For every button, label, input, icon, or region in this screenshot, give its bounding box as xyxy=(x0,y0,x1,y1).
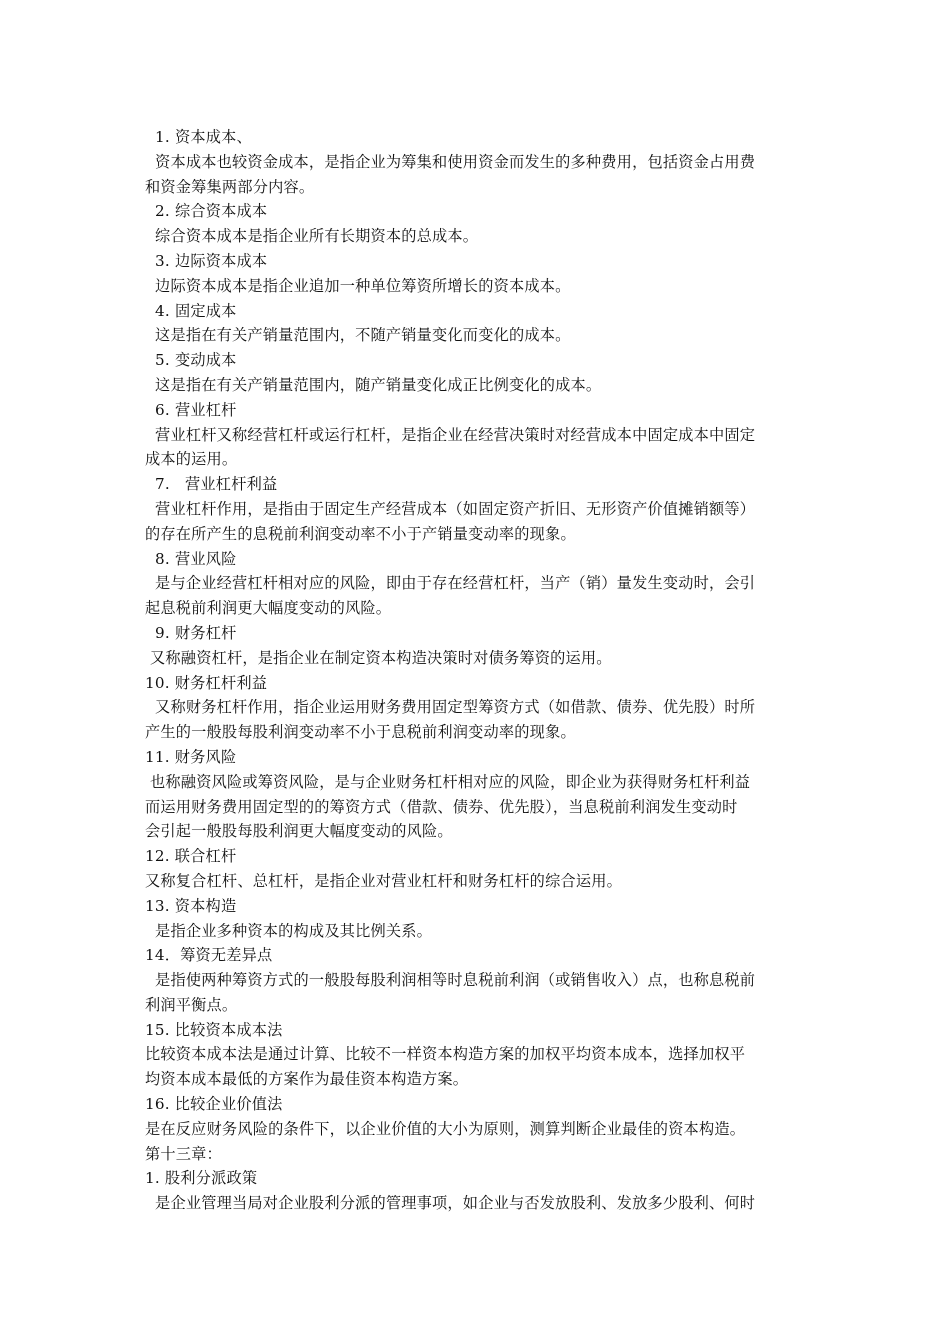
text-line: 2. 综合资本成本 xyxy=(145,202,268,221)
text-line: 均资本成本最低的方案作为最佳资本构造方案。 xyxy=(145,1070,469,1089)
text-line: 8. 营业风险 xyxy=(145,549,237,568)
text-line: 资本成本也较资金成本，是指企业为筹集和使用资金而发生的多种费用，包括资金占用费 xyxy=(145,152,756,171)
text-line: 11. 财务风险 xyxy=(145,747,237,766)
text-line: 边际资本成本是指企业追加一种单位筹资所增长的资本成本。 xyxy=(145,276,571,295)
text-line: 是指使两种筹资方式的一般股每股利润相等时息税前利润（或销售收入）点，也称息税前 xyxy=(145,971,756,990)
text-line: 营业杠杆又称经营杠杆或运行杠杆，是指企业在经营决策时对经营成本中固定成本中固定 xyxy=(145,425,756,444)
text-line: 而运用财务费用固定型的的筹资方式（借款、债券、优先股），当息税前利润发生变动时 xyxy=(145,797,738,816)
text-line: 14．筹资无差异点 xyxy=(145,946,273,965)
text-line: 又称复合杠杆、总杠杆，是指企业对营业杠杆和财务杠杆的综合运用。 xyxy=(145,871,623,890)
text-line: 是指企业多种资本的构成及其比例关系。 xyxy=(145,921,433,940)
text-line: 是与企业经营杠杆相对应的风险，即由于存在经营杠杆，当产（销）量发生变动时，会引 xyxy=(145,574,756,593)
document-body xyxy=(145,125,808,1216)
text-line: 5. 变动成本 xyxy=(145,351,237,370)
text-line: 比较资本成本法是通过计算、比较不一样资本构造方案的加权平均资本成本，选择加权平 xyxy=(145,1045,746,1064)
text-line: 这是指在有关产销量范围内，不随产销量变化而变化的成本。 xyxy=(145,326,571,345)
text-line: 16. 比较企业价值法 xyxy=(145,1095,283,1114)
text-line: 7. 营业杠杆利益 xyxy=(145,475,278,494)
text-line: 13. 资本构造 xyxy=(145,896,237,915)
text-line: 1. 股利分派政策 xyxy=(145,1169,258,1188)
text-line: 是企业管理当局对企业股利分派的管理事项，如企业与否发放股利、发放多少股利、何时 xyxy=(145,1194,756,1213)
text-line: 9. 财务杠杆 xyxy=(145,623,237,642)
text-line: 10. 财务杠杆利益 xyxy=(145,673,268,692)
text-line: 又称财务杠杆作用，指企业运用财务费用固定型筹资方式（如借款、债券、优先股）时所 xyxy=(145,698,756,717)
text-line: 1. 资本成本、 xyxy=(145,128,252,146)
text-line: 12. 联合杠杆 xyxy=(145,847,237,866)
text-line: 15. 比较资本成本法 xyxy=(145,1020,283,1039)
text-line: 成本的运用。 xyxy=(145,450,238,469)
text-line: 和资金筹集两部分内容。 xyxy=(145,177,315,196)
text-line: 又称融资杠杆，是指企业在制定资本构造决策时对债务筹资的运用。 xyxy=(145,648,612,667)
text-line: 利润平衡点。 xyxy=(145,995,238,1014)
text-line: 3. 边际资本成本 xyxy=(145,251,268,270)
text-line: 这是指在有关产销量范围内，随产销量变化成正比例变化的成本。 xyxy=(145,375,602,394)
text-line: 综合资本成本是指企业所有长期资本的总成本。 xyxy=(145,227,479,246)
text-line: 4. 固定成本 xyxy=(145,301,237,320)
text-line: 起息税前利润更大幅度变动的风险。 xyxy=(145,599,392,618)
text-line: 的存在所产生的息税前利润变动率不小于产销量变动率的现象。 xyxy=(145,524,576,543)
text-line: 营业杠杆作用，是指由于固定生产经营成本（如固定资产折旧、无形资产价值摊销额等） xyxy=(145,499,756,518)
text-line: 6. 营业杠杆 xyxy=(145,400,237,419)
text-line: 会引起一般股每股利润更大幅度变动的风险。 xyxy=(145,822,453,841)
text-line: 第十三章： xyxy=(145,1144,222,1163)
text-line: 产生的一般股每股利润变动率不小于息税前利润变动率的现象。 xyxy=(145,723,576,742)
text-line: 也称融资风险或筹资风险，是与企业财务杠杆相对应的风险，即企业为获得财务杠杆利益 xyxy=(145,772,751,791)
text-line: 是在反应财务风险的条件下，以企业价值的大小为原则，测算判断企业最佳的资本构造。 xyxy=(145,1119,746,1138)
